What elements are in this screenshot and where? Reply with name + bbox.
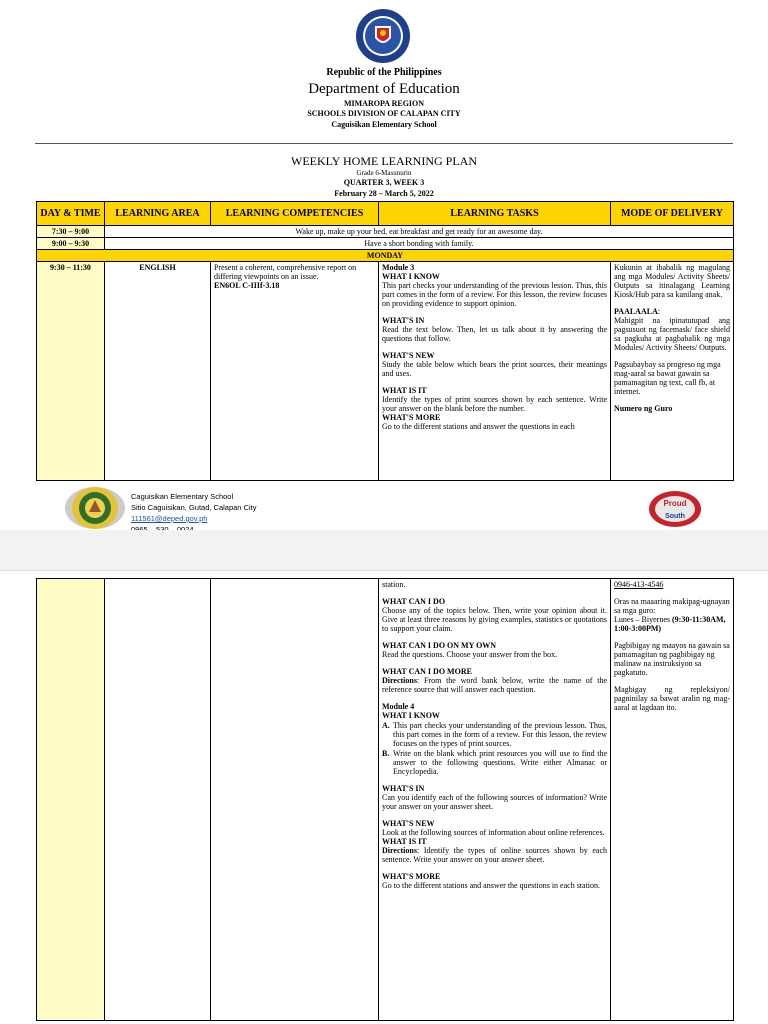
section-title: WHAT IS IT bbox=[382, 837, 427, 846]
activity-cell: Wake up, make up your bed, eat breakfast and get ready for an awesome day. bbox=[105, 226, 734, 238]
time-cell: 9:30 – 11:30 bbox=[37, 262, 105, 481]
time-cell bbox=[37, 579, 105, 1021]
learning-area-cell bbox=[105, 579, 211, 1021]
footer-email-link[interactable]: 111561@deped.gov.ph bbox=[131, 514, 208, 523]
section-text: Read the questions. Choose your answer from the box. bbox=[382, 650, 558, 659]
header-learning-area: LEARNING AREA bbox=[105, 202, 211, 226]
section-title: WHAT'S IN bbox=[382, 784, 425, 793]
competency-text: Present a coherent, comprehensive report on differing viewpoints on an issue. bbox=[214, 263, 357, 281]
header-divider bbox=[35, 143, 733, 144]
day-row bbox=[37, 250, 734, 262]
list-item: A. This part checks your understanding of the previous lesson. Thus, this part comes in the form of a review. For this lesson, the review focuses on the types of print sources. bbox=[382, 721, 607, 748]
section-text: Go to the different stations and answer the questions in each station. bbox=[382, 881, 601, 890]
division-label: SCHOOLS DIVISION OF CALAPAN CITY bbox=[307, 109, 461, 118]
school-label: Caguisikan Elementary School bbox=[331, 120, 437, 129]
deped-seal-logo bbox=[355, 8, 411, 64]
learning-tasks-cell bbox=[379, 579, 611, 1021]
header-learning-tasks: LEARNING TASKS bbox=[379, 202, 611, 226]
mode-of-delivery-cell bbox=[611, 262, 734, 481]
section-title: WHAT'S MORE bbox=[382, 413, 441, 422]
office-hours: Lunes – Biyernes (9:30-11:30AM, 1:00-3:00PM) bbox=[614, 615, 726, 633]
footer-school-name: Caguisikan Elementary School bbox=[131, 492, 234, 501]
page-gap bbox=[0, 530, 768, 570]
delivery-text: Pagbibigay ng maayos na gawain sa pamamagitan ng pagbibigay ng malinaw na instruksiyon sa pagkatuto. bbox=[614, 641, 730, 677]
grade-label: Grade 6-Masunurin bbox=[356, 169, 412, 177]
delivery-text: Oras na maaaring makipag-ugnayan sa mga guro: bbox=[614, 597, 730, 615]
table-header-row bbox=[37, 202, 734, 226]
section-text: Look at the following sources of information about online references. bbox=[382, 828, 605, 837]
learning-plan-table bbox=[36, 201, 734, 481]
learning-area-cell: ENGLISH bbox=[105, 262, 211, 481]
schedule-row bbox=[37, 238, 734, 250]
header-mode-of-delivery: MODE OF DELIVERY bbox=[611, 202, 734, 226]
lesson-row-continued bbox=[37, 579, 734, 1021]
page-2 bbox=[0, 570, 768, 1024]
section-text: Choose any of the topics below. Then, write your opinion about it. Give at least three reasons by giving examples, statistics or quotations to support your claim. bbox=[382, 606, 607, 633]
schedule-row bbox=[37, 226, 734, 238]
competency-cell bbox=[211, 579, 379, 1021]
section-text: Go to the different stations and answer the questions in each bbox=[382, 422, 575, 431]
header-learning-competencies: LEARNING COMPETENCIES bbox=[211, 202, 379, 226]
delivery-text: Kukunin at ibabalik ng magulang ang mga Modules/ Activity Sheets/ Outputs sa itinalagang Learning Kiosk/Hub para sa kanilang anak. bbox=[614, 263, 730, 299]
section-text: Directions: Identify the types of online sources shown by each sentence. Write your answer on your answer sheet. bbox=[382, 846, 607, 864]
delivery-text: Mahigpit na ipinatutupad ang pagsusuot ng facemask/ face shield sa pagkuha at pagbabalik ng mga Modules/ Activity Sheets/ Outputs. bbox=[614, 316, 730, 352]
section-title: WHAT I KNOW bbox=[382, 711, 440, 720]
module-label: Module 4 bbox=[382, 702, 415, 711]
department-title: Department of Education bbox=[308, 81, 460, 97]
date-range-label: February 28 – March 5, 2022 bbox=[334, 189, 434, 198]
module-label: Module 3 bbox=[382, 263, 415, 272]
competency-code: EN6OL C-IIIf-3.18 bbox=[214, 281, 280, 290]
time-cell: 9:00 – 9:30 bbox=[37, 238, 105, 250]
badge-top-text: Proud bbox=[663, 499, 687, 508]
school-seal-logo bbox=[64, 486, 126, 530]
header-day-time: DAY & TIME bbox=[37, 202, 105, 226]
footer bbox=[0, 484, 768, 530]
delivery-text: Magbigay ng repleksiyon/ pagninilay sa bawat aralin ng mag-aaral at lagdaan ito. bbox=[614, 685, 730, 712]
paalaala-label: PAALAALA: bbox=[614, 307, 661, 316]
teacher-number-label: Numero ng Guro bbox=[614, 404, 673, 413]
teacher-phone: 0946-413-4546 bbox=[614, 580, 664, 589]
section-title: WHAT'S NEW bbox=[382, 819, 435, 828]
section-text: station. bbox=[382, 580, 406, 589]
day-label: MONDAY bbox=[37, 250, 734, 262]
quarter-week-label: QUARTER 3, WEEK 3 bbox=[343, 178, 425, 187]
footer-contact bbox=[131, 491, 256, 535]
section-title: WHAT'S NEW bbox=[382, 351, 435, 360]
section-text: Identify the types of print sources shown by each sentence. Write your answer on the blank before the number. bbox=[382, 395, 607, 413]
badge-bottom-text: South bbox=[665, 513, 685, 520]
section-title: WHAT CAN I DO MORE bbox=[382, 667, 472, 676]
republic-label: Republic of the Philippines bbox=[326, 67, 442, 78]
section-text: Can you identify each of the following sources of information? Write your answer on your answer sheet. bbox=[382, 793, 607, 811]
section-text: Directions: From the word bank below, write the name of the reference source that will answer each question. bbox=[382, 676, 607, 694]
activity-cell: Have a short bonding with family. bbox=[105, 238, 734, 250]
footer-address: Sitio Caguisikan, Gutad, Calapan City bbox=[131, 503, 257, 512]
plan-title: WEEKLY HOME LEARNING PLAN bbox=[291, 154, 477, 168]
region-label: MIMAROPA REGION bbox=[343, 99, 425, 108]
learning-plan-table-continued bbox=[36, 578, 734, 1021]
section-title: WHAT CAN I DO ON MY OWN bbox=[382, 641, 497, 650]
delivery-text: Pagsubaybay sa progreso ng mga mag-aaral sa bawat gawain sa pamamagitan ng text, call fb, at internet. bbox=[614, 360, 721, 396]
section-title: WHAT'S IN bbox=[382, 316, 425, 325]
section-text: Read the text below. Then, let us talk about it by answering the questions that follow. bbox=[382, 325, 607, 343]
lesson-row bbox=[37, 262, 734, 481]
learning-tasks-cell bbox=[379, 262, 611, 481]
section-title: WHAT CAN I DO bbox=[382, 597, 446, 606]
competency-cell bbox=[211, 262, 379, 481]
section-text: Study the table below which bears the print sources, their meanings and uses. bbox=[382, 360, 607, 378]
proud-south-badge bbox=[648, 490, 702, 528]
time-cell: 7:30 – 9:00 bbox=[37, 226, 105, 238]
mode-of-delivery-cell bbox=[611, 579, 734, 1021]
section-title: WHAT IS IT bbox=[382, 386, 427, 395]
section-title: WHAT'S MORE bbox=[382, 872, 441, 881]
section-title: WHAT I KNOW bbox=[382, 272, 440, 281]
list-item: B. Write on the blank which print resources you will use to find the answer to the following questions. Write either Almanac or Encyclopedia. bbox=[382, 749, 607, 776]
section-text: This part checks your understanding of the previous lesson. Thus, this part comes in the form of a review. For this lesson, the review focuses on providing evidence to support opinion. bbox=[382, 281, 607, 308]
